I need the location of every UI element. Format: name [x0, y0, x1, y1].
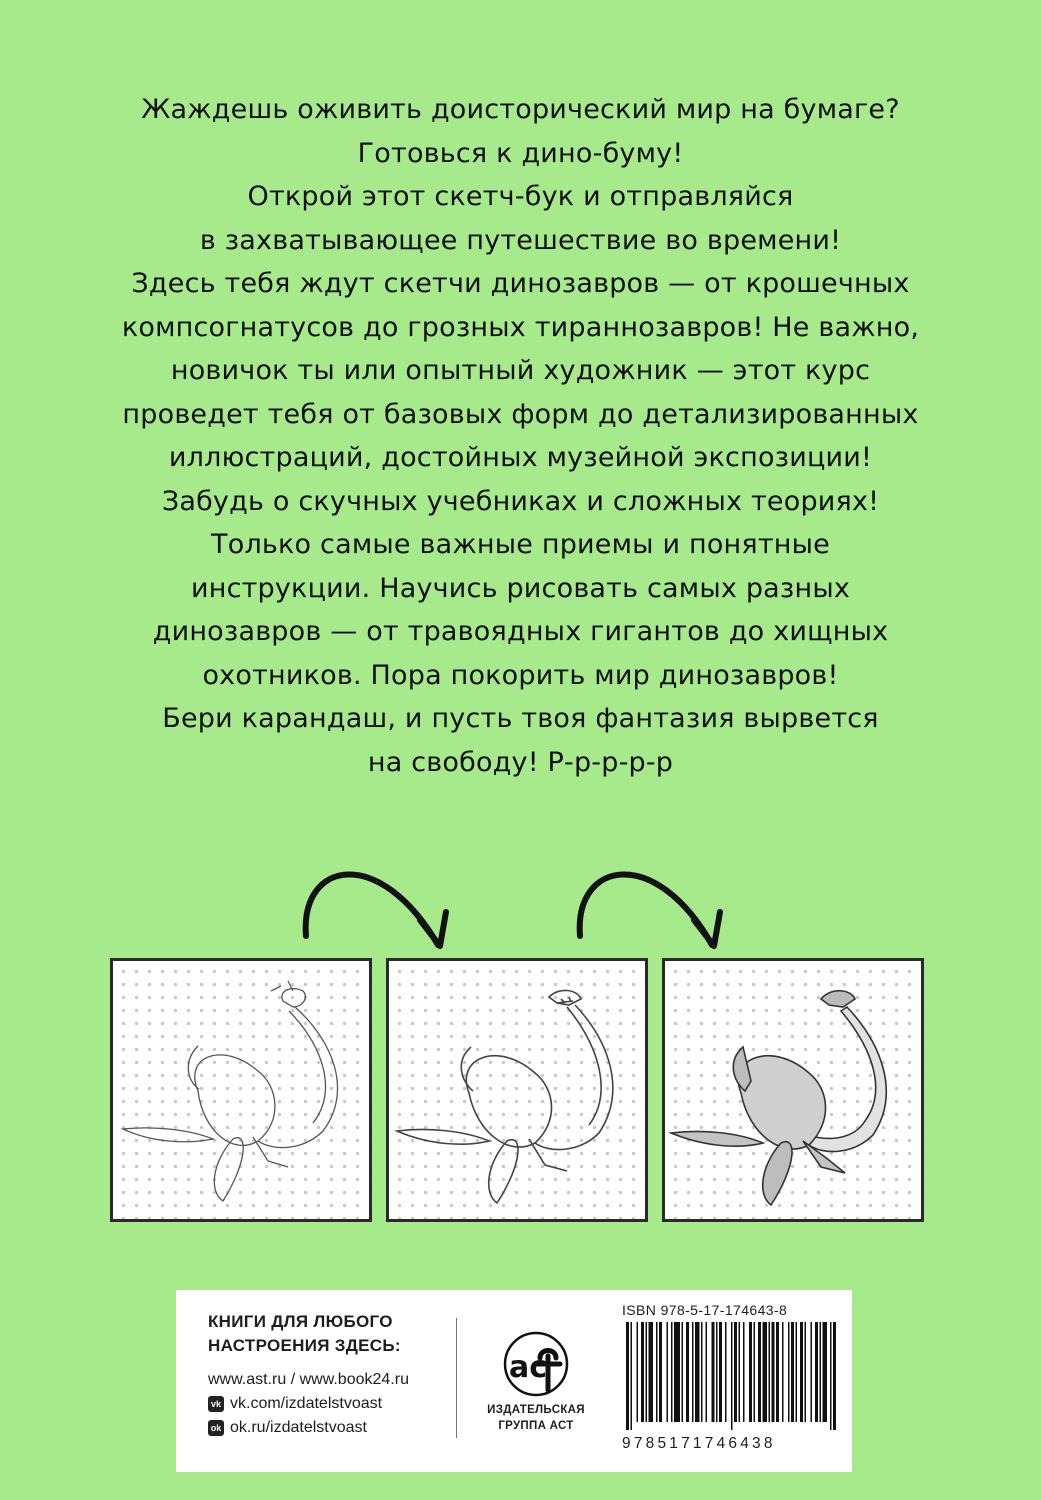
barcode-bar	[749, 1322, 752, 1422]
blurb-line: в захватывающее путешествие во времени!	[199, 224, 842, 256]
sketch-step-1	[110, 958, 372, 1222]
vk-link-text: vk.com/izdatelstvoast	[230, 1395, 383, 1412]
barcode-bar	[671, 1322, 673, 1422]
ok-link[interactable]	[208, 1416, 458, 1440]
curved-arrow-icon	[580, 874, 712, 945]
ok-icon: ok	[208, 1420, 224, 1436]
ok-link-text: ok.ru/izdatelstvoast	[230, 1419, 367, 1436]
barcode	[622, 1318, 842, 1430]
ast-logo-icon	[496, 1330, 576, 1398]
barcode-bar	[739, 1322, 741, 1422]
curved-arrow-icon	[306, 874, 438, 945]
blurb-text	[40, 88, 1001, 784]
barcode-bar	[776, 1322, 779, 1422]
info-box	[176, 1290, 852, 1472]
blurb-line: Бери карандаш, и пусть твоя фантазия вырвется	[162, 703, 879, 734]
isbn-block	[622, 1302, 842, 1453]
barcode-bar	[692, 1322, 694, 1422]
step-arrows	[0, 850, 1041, 960]
barcode-bar	[796, 1322, 798, 1422]
blurb-line: Готовься к дино-буму!	[357, 137, 684, 169]
barcode-bar	[659, 1322, 662, 1422]
barcode-bar	[631, 1322, 633, 1430]
blurb-line: инструкции. Научись рисовать самых разных	[190, 572, 851, 604]
barcode-bar	[637, 1322, 639, 1422]
barcode-bar	[805, 1322, 807, 1422]
blurb-line: Жаждешь оживить доисторический мир на бумаге?	[141, 94, 900, 125]
publisher-caption-line1: ИЗДАТЕЛЬСКАЯ	[487, 1404, 585, 1416]
barcode-bar	[725, 1322, 727, 1422]
shop-heading-line2: НАСТРОЕНИЯ ЗДЕСЬ:	[208, 1336, 401, 1355]
barcode-bar	[734, 1322, 737, 1422]
barcode-bar	[823, 1322, 828, 1422]
barcode-bar	[754, 1322, 756, 1422]
barcode-bar	[719, 1322, 722, 1422]
barcode-bar	[758, 1322, 761, 1422]
barcode-bar	[712, 1322, 715, 1422]
barcode-bar	[788, 1322, 790, 1422]
barcode-bar	[626, 1322, 629, 1430]
blurb-line: динозавров — от травоядных гигантов до хищных	[152, 616, 889, 647]
barcode-bar	[731, 1322, 733, 1430]
publisher-caption-line2: ГРУППА АСТ	[498, 1420, 574, 1432]
arrow-head-icon	[420, 912, 446, 946]
shop-info	[208, 1310, 458, 1440]
divider	[456, 1318, 457, 1438]
barcode-bar	[830, 1322, 832, 1430]
sketch-step-2	[386, 958, 648, 1222]
logo-text: ac	[509, 1350, 548, 1385]
plesiosaur-sketch-icon	[113, 961, 375, 1225]
blurb-line: новичок ты или опытный художник — этот курс	[170, 355, 871, 386]
barcode-bar	[667, 1322, 669, 1422]
website-links[interactable]: www.ast.ru / www.book24.ru	[208, 1371, 409, 1388]
barcode-bar	[811, 1322, 813, 1422]
barcode-bar	[656, 1322, 658, 1422]
barcode-bar	[820, 1322, 822, 1422]
barcode-bar	[701, 1322, 703, 1422]
barcode-bar	[641, 1322, 644, 1422]
barcode-bar	[706, 1322, 708, 1422]
barcode-bar	[815, 1322, 818, 1422]
blurb-line: Открой этот скетч-бук и отправляйся	[247, 181, 794, 212]
barcode-bar	[695, 1322, 700, 1422]
vk-link[interactable]	[208, 1392, 458, 1416]
blurb-line: Забудь о скучных учебниках и сложных теориях!	[161, 485, 880, 517]
barcode-bar	[833, 1322, 836, 1430]
barcode-bar	[716, 1322, 718, 1422]
arrow-head-icon	[694, 912, 720, 946]
barcode-bar	[800, 1322, 803, 1422]
vk-icon: vk	[208, 1396, 224, 1412]
isbn-label: ISBN 978-5-17-174643-8	[622, 1302, 788, 1318]
plesiosaur-shaded-icon	[665, 961, 927, 1225]
blurb-line: охотников. Пора покорить мир динозавров!	[202, 659, 839, 691]
barcode-bar	[782, 1322, 784, 1422]
sketch-step-3	[662, 958, 924, 1222]
barcode-bar	[772, 1322, 775, 1422]
barcode-bar	[686, 1322, 689, 1422]
shop-heading-line1: КНИГИ ДЛЯ ЛЮБОГО	[208, 1312, 393, 1331]
publisher-logo	[476, 1330, 596, 1434]
barcode-digits: 9785171746438	[622, 1435, 776, 1452]
blurb-line: проведет тебя от базовых форм до детализированных	[122, 398, 919, 430]
barcode-bar	[769, 1322, 771, 1422]
blurb-line: компсогнатусов до грозных тираннозавров! Не важно,	[121, 311, 920, 343]
barcode-bar	[649, 1322, 654, 1422]
blurb-line: иллюстраций, достойных музейной экспозиции!	[168, 442, 873, 473]
barcode-bar	[763, 1322, 768, 1422]
barcode-bar	[682, 1322, 684, 1422]
plesiosaur-outline-icon	[389, 961, 651, 1225]
barcode-bar	[646, 1322, 648, 1422]
barcode-bar	[674, 1322, 680, 1422]
blurb-line: Здесь тебя ждут скетчи динозавров — от крошечных	[131, 268, 910, 299]
blurb-line: на свободу! Р-р-р-р-р	[367, 746, 674, 778]
barcode-bar	[791, 1322, 794, 1422]
blurb-line: Только самые важные приемы и понятные	[211, 529, 830, 560]
barcode-bar	[743, 1322, 745, 1422]
